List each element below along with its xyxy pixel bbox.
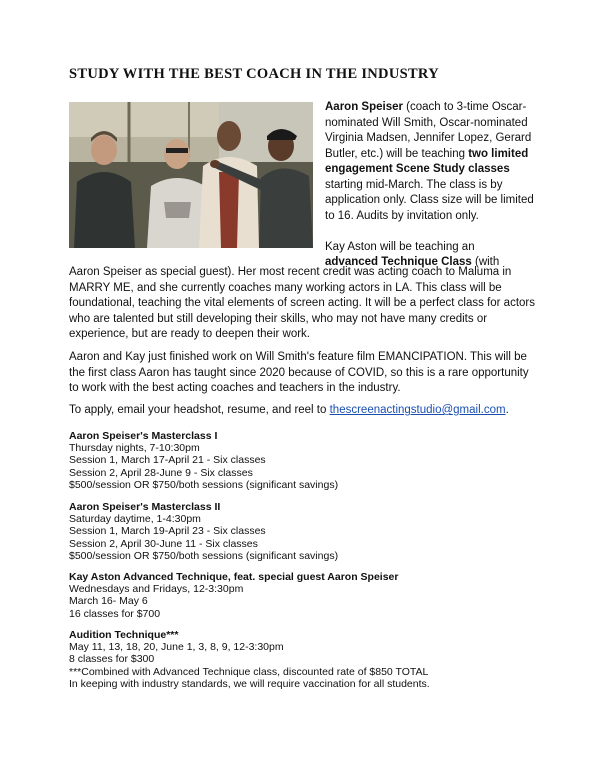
coaches-photo [69, 102, 313, 248]
class-detail: In keeping with industry standards, we will require vaccination for all students. [69, 677, 430, 690]
class-name: Aaron Speiser's Masterclass II [69, 501, 221, 513]
class-detail: May 11, 13, 18, 20, June 1, 3, 8, 9, 12-3:30pm [69, 641, 284, 654]
class-detail: $500/session OR $750/both sessions (significant savings) [69, 478, 339, 491]
class-name: Aaron Speiser's Masterclass I [69, 430, 218, 442]
class-name: Kay Aston Advanced Technique, feat. special guest Aaron Speiser [69, 571, 399, 583]
aaron-name: Aaron Speiser [325, 101, 403, 113]
technique-class-highlight: advanced Technique Class [325, 256, 472, 268]
class-detail: 16 classes for $700 [69, 607, 161, 620]
class-detail: Session 2, April 30-June 11 - Six classes [69, 537, 258, 550]
class-advanced-technique [69, 571, 549, 620]
kay-intro-line: Kay Aston will be teaching an [325, 240, 475, 253]
scene-study-highlight: two limited engagement Scene Study classes [325, 147, 529, 175]
class-detail: Wednesdays and Fridays, 12-3:30pm [69, 583, 244, 596]
apply-paragraph [69, 403, 539, 419]
class-detail: Session 1, March 17-April 21 - Six classes [69, 454, 266, 467]
class-masterclass-1 [69, 430, 549, 491]
class-name: Audition Technique*** [69, 629, 179, 641]
emancipation-paragraph [69, 350, 539, 397]
apply-text: To apply, email your headshot, resume, and reel to [69, 404, 330, 416]
class-detail: ***Combined with Advanced Technique class, discounted rate of $850 TOTAL [69, 665, 429, 678]
class-detail: March 16- May 6 [69, 595, 148, 608]
apply-end: . [505, 404, 509, 416]
intro-text-1: (coach to 3-time Oscar-nominated Will Smith, Oscar-nominated Virginia Madsen, Jennifer Lopez, Gerard Butler, etc.) will be teaching [325, 101, 532, 160]
class-detail: Saturday daytime, 1-4:30pm [69, 513, 201, 526]
kay-intro-after: (with [471, 256, 500, 268]
class-detail: Session 1, March 19-April 23 - Six classes [69, 525, 266, 538]
class-masterclass-2 [69, 501, 549, 562]
intro-text-2: starting mid-March. The class is by application only. Class size will be limited to 16. Audits by invitation only. [325, 178, 534, 222]
class-detail: 8 classes for $300 [69, 653, 155, 666]
class-audition-technique [69, 629, 549, 690]
kay-paragraph-text: Aaron Speiser as special guest). Her most recent credit was acting coach to Maluma in MARRY ME, and she currently coaches many working actors in LA. This class will be foundational, teaching the vital elements of screen acting. It will be a perfect class for actors who are talented but still developing their skills, who may not have many credits or experience, but are ready to deepen their work. [69, 266, 535, 340]
kay-paragraph [69, 265, 539, 343]
intro-paragraph [325, 100, 535, 271]
email-link[interactable]: thescreenactingstudio@gmail.com [329, 404, 506, 416]
class-detail: Thursday nights, 7-10:30pm [69, 442, 200, 455]
class-detail: $500/session OR $750/both sessions (significant savings) [69, 549, 339, 562]
page-title: STUDY WITH THE BEST COACH IN THE INDUSTRY [69, 66, 439, 82]
class-detail: Session 2, April 28-June 9 - Six classes [69, 466, 253, 479]
emancipation-paragraph-text: Aaron and Kay just finished work on Will Smith's feature film EMANCIPATION. This will be the first class Aaron has taught since 2020 because of COVID, so this is a rare opportunity to work with the best acting coaches and teachers in the industry. [69, 351, 529, 394]
